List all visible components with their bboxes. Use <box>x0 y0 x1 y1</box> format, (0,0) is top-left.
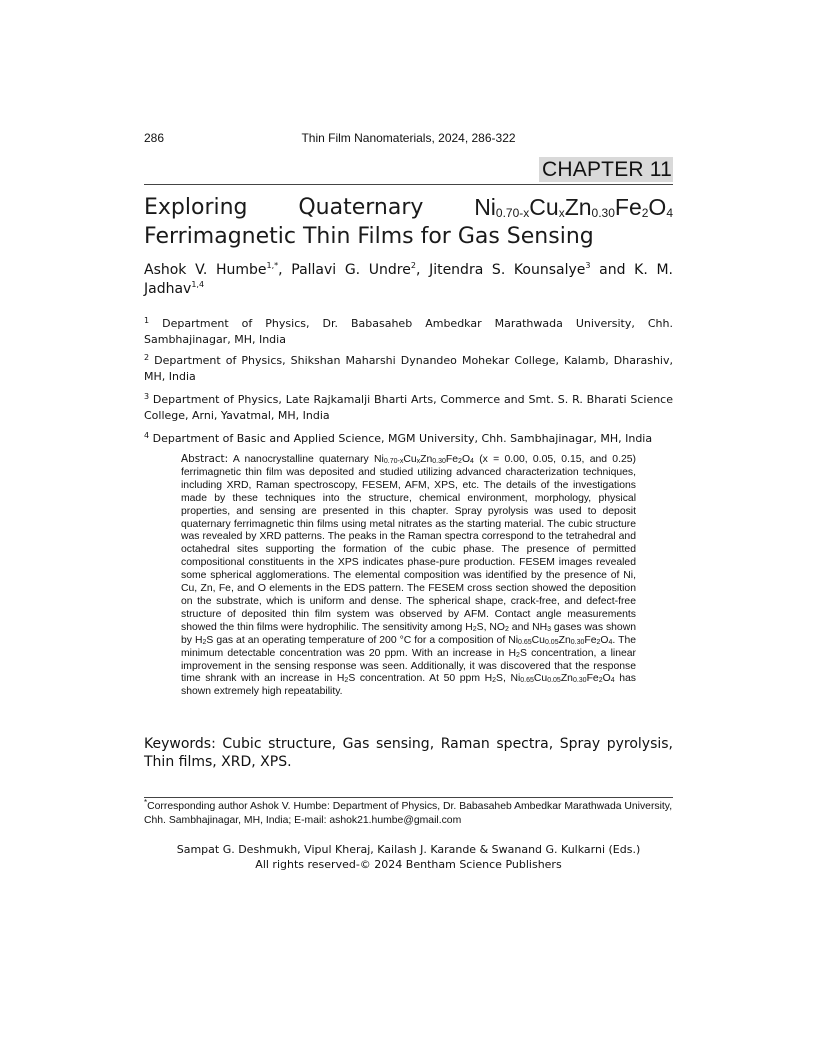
abstract-formula: $Ni_{0.65}Cu_{0.05}Zn_{0.30}Fe_2O_4$ <box>510 673 615 685</box>
title-formula: $Ni_{0.70-x}Cu_xZn_{0.30}Fe_2O_4$ <box>474 194 673 220</box>
title-line-1 <box>144 193 673 222</box>
running-head: Thin Film Nanomaterials, 2024, 286-322 <box>301 131 516 145</box>
author-name: Pallavi G. Undre <box>291 262 411 278</box>
copyright-line: All rights reserved-© 2024 Bentham Science Publishers <box>255 857 562 871</box>
author-list: Ashok V. Humbe$^{1,*}$, Pallavi G. Undre$^2$, Jitendra S. Kounsalye$^3$ and K. M. Jadhav$^{1,4}$ <box>144 261 673 297</box>
page-number: 286 <box>144 131 165 145</box>
author-affil-marker: 2 <box>410 261 416 270</box>
author-affil-marker: 1,4 <box>191 280 205 289</box>
keywords-label: Keywords: <box>144 736 216 752</box>
title-word-quaternary: Quaternary <box>298 195 424 220</box>
author-name: Jitendra S. Kounsalye <box>429 262 586 278</box>
footnote-divider <box>144 797 673 798</box>
author-name: K. M. Jadhav <box>144 262 673 297</box>
affiliation-4: $^4$ Department of Basic and Applied Science, MGM University, Chh. Sambhajinagar, MH, India <box>144 431 653 445</box>
abstract-formula: $Ni_{0.65}Cu_{0.05}Zn_{0.30}Fe_2O_4$ <box>508 634 613 646</box>
author-name: Ashok V. Humbe <box>144 262 267 278</box>
chapter-title <box>144 193 673 251</box>
author-affil-marker: 3 <box>585 261 591 270</box>
affiliation-1: $^1$ Department of Physics, Dr. Babasaheb Ambedkar Marathwada University, Chh. Sambhajinagar, MH, India <box>144 316 673 346</box>
header-divider <box>144 184 673 185</box>
abstract-label: Abstract: <box>181 453 229 465</box>
publisher-credits <box>144 843 673 872</box>
page-header <box>144 131 673 147</box>
keywords-text: Cubic structure, Gas sensing, Raman spectra, Spray pyrolysis, Thin films, XRD, XPS. <box>144 736 673 770</box>
affiliation-2: $^2$ Department of Physics, Shikshan Maharshi Dynandeo Mohekar College, Kalamb, Dharashiv, MH, India <box>144 353 673 383</box>
corresponding-author-footnote: *Corresponding author Ashok V. Humbe: Department of Physics, Dr. Babasaheb Ambedkar Marathwada University, Chh. Sambhajinagar, MH, India; E-mail: ashok21.humbe@gmail.com <box>144 798 673 826</box>
abstract: Abstract: A nanocrystalline quaternary $Ni_{0.70-x}Cu_xZn_{0.30}Fe_2O_4$ (x = 0.00, 0.05, 0.15, and 0.25) ferrimagnetic thin film was deposited and studied utilizing advanced characterization techniques, including XRD, Raman spectroscopy, FESEM, AFM, XPS, etc. The details of the investigations made by these techniques into the structure, chemical environment, morphology, physical properties, and sensing are presented in this chapter. Spray pyrolysis was used to deposit quaternary ferrimagnetic thin films using metal nitrates as the starting material. The cubic structure was revealed by XRD patterns. The peaks in the Raman spectra correspond to the tetrahedral and octahedral sites supporting the formation of the cubic phase. The presence of permitted compositional constituents in the XPS indicates phase-pure production. FESEM images revealed some spherical agglomerations. The elemental composition was identified by the presence of Ni, Cu, Zn, Fe, and O elements in the EDS pattern. The FESEM cross section showed the deposition on the substrate, which is uniform and dense. The spherical shape, crack-free, and defect-free structure of deposited thin film system was observed by AFM. Contact angle measurements showed the thin films were hydrophilic. The sensitivity among $H_2S$, $NO_2$ and $NH_3$ gases was shown by $H_2S$ gas at an operating temperature of 200 °C for a composition of $Ni_{0.65}Cu_{0.05}Zn_{0.30}Fe_2O_4$. The minimum detectable concentration was 20 ppm. With an increase in $H_2S$ concentration, a linear improvement in the sensing response was seen. Additionally, it was discovered that the response time shrank with an increase in $H_2S$ concentration. At 50 ppm $H_2S$, $Ni_{0.65}Cu_{0.05}Zn_{0.30}Fe_2O_4$ has shown extremely high repeatability. <box>181 453 637 698</box>
abstract-formula: $Ni_{0.70-x}Cu_xZn_{0.30}Fe_2O_4$ <box>374 454 474 465</box>
keywords <box>144 735 673 771</box>
author-affil-marker: 1,* <box>266 261 279 270</box>
affiliation-3: $^3$ Department of Physics, Late Rajkamalji Bharti Arts, Commerce and Smt. S. R. Bharati Science College, Arni, Yavatmal, MH, India <box>144 392 673 422</box>
title-line-2: Ferrimagnetic Thin Films for Gas Sensing <box>144 224 594 249</box>
editors-line: Sampat G. Deshmukh, Vipul Kheraj, Kailash J. Karande & Swanand G. Kulkarni (Eds.) <box>176 843 641 856</box>
title-word-exploring: Exploring <box>144 195 248 220</box>
chapter-label: CHAPTER 11 <box>539 157 673 182</box>
